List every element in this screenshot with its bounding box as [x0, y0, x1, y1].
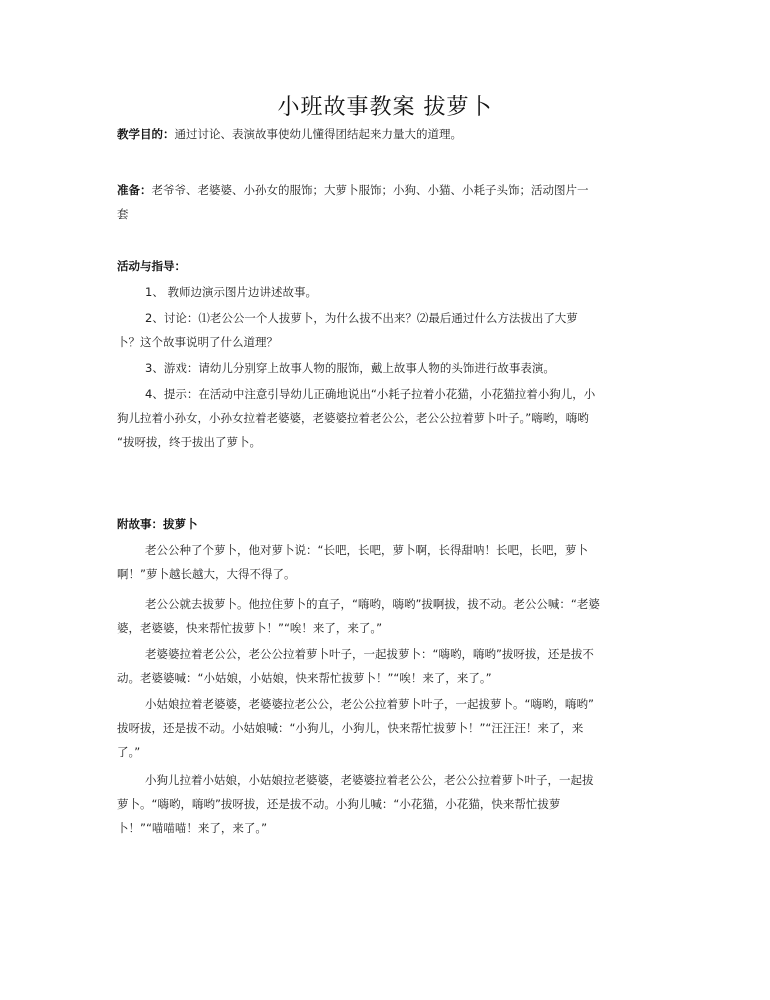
story-line: 萝卜。“嗨哟，嗨哟”拔呀拔，还是拔不动。小狗儿喊：“小花猫，小花猫，快来帮忙拔萝: [117, 797, 561, 811]
goal-text: 通过讨论、表演故事使幼儿懂得团结起来力量大的道理。: [174, 127, 462, 141]
story-paragraph-2: [117, 592, 657, 640]
story-line: 啊！”萝卜越长越大，大得不得了。: [117, 567, 296, 581]
page-title: 小班故事教案 拔萝卜: [277, 95, 493, 120]
step-3-text: 3、游戏：请幼儿分别穿上故事人物的服饰，戴上故事人物的头饰进行故事表演。: [145, 361, 555, 375]
goal-paragraph: [117, 122, 657, 146]
activity-step-1: [117, 280, 657, 304]
prep-text-line: 套: [117, 207, 129, 221]
story-line: 了。”: [117, 745, 141, 759]
story-line: 卜！”“喵喵喵！来了，来了。”: [117, 821, 268, 835]
story-paragraph-4: [117, 692, 657, 764]
activity-label: 活动与指导：: [117, 259, 186, 273]
story-label: 附故事：拔萝卜: [117, 517, 198, 531]
goal-label: 教学目的：: [117, 127, 175, 141]
story-line: 老婆婆拉着老公公，老公公拉着萝卜叶子，一起拔萝卜：“嗨哟，嗨哟”拔呀拔，还是拔不: [145, 647, 594, 661]
step-2-line: 2、讨论：⑴老公公一个人拔萝卜，为什么拔不出来？⑵最后通过什么方法拔出了大萝: [145, 311, 578, 325]
story-line: 老公公种了个萝卜，他对萝卜说：“长吧，长吧，萝卜啊，长得甜呐！长吧，长吧，萝卜: [145, 543, 588, 557]
story-paragraph-5: [117, 768, 657, 840]
activity-step-2: [117, 306, 657, 354]
activity-step-3: [117, 356, 657, 380]
step-4-line: “拔呀拔，终于拔出了萝卜。: [117, 435, 261, 449]
step-4-line: 狗儿拉着小孙女，小孙女拉着老婆婆，老婆婆拉着老公公，老公公拉着萝卜叶子。”嗨哟，嗨哟: [117, 411, 589, 425]
story-paragraph-3: [117, 642, 657, 690]
story-paragraph-1: [117, 538, 657, 586]
prep-label: 准备：: [117, 183, 152, 197]
prep-text-line: 老爷爷、老婆婆、小孙女的服饰；大萝卜服饰；小狗、小猫、小耗子头饰；活动图片一: [151, 183, 589, 197]
step-4-line: 4、提示：在活动中注意引导幼儿正确地说出“小耗子拉着小花猫，小花猫拉着小狗儿，小: [145, 387, 596, 401]
story-line: 动。老婆婆喊：“小姑娘，小姑娘，快来帮忙拔萝卜！”“唉！来了，来了。”: [117, 671, 492, 685]
step-1-text: 1、 教师边演示图片边讲述故事。: [145, 285, 317, 299]
activity-section: [117, 254, 657, 278]
story-section: [117, 512, 657, 536]
story-line: 老公公就去拔萝卜。他拉住萝卜的直子，“嗨哟，嗨哟”拔啊拔，拔不动。老公公喊：“老婆: [145, 597, 600, 611]
story-line: 小狗儿拉着小姑娘，小姑娘拉老婆婆，老婆婆拉着老公公，老公公拉着萝卜叶子，一起拔: [145, 773, 594, 787]
activity-step-4: [117, 382, 657, 454]
prep-paragraph: [117, 178, 657, 226]
story-line: 拔呀拔，还是拔不动。小姑娘喊：“小狗儿，小狗儿，快来帮忙拔萝卜！”“汪汪汪！来了，来: [117, 721, 584, 735]
story-line: 小姑娘拉着老婆婆，老婆婆拉老公公，老公公拉着萝卜叶子，一起拔萝卜。“嗨哟，嗨哟”: [145, 697, 594, 711]
story-line: 婆，老婆婆，快来帮忙拔萝卜！”“唉！来了，来了。”: [117, 621, 383, 635]
step-2-line: 卜？这个故事说明了什么道理？: [117, 335, 278, 349]
